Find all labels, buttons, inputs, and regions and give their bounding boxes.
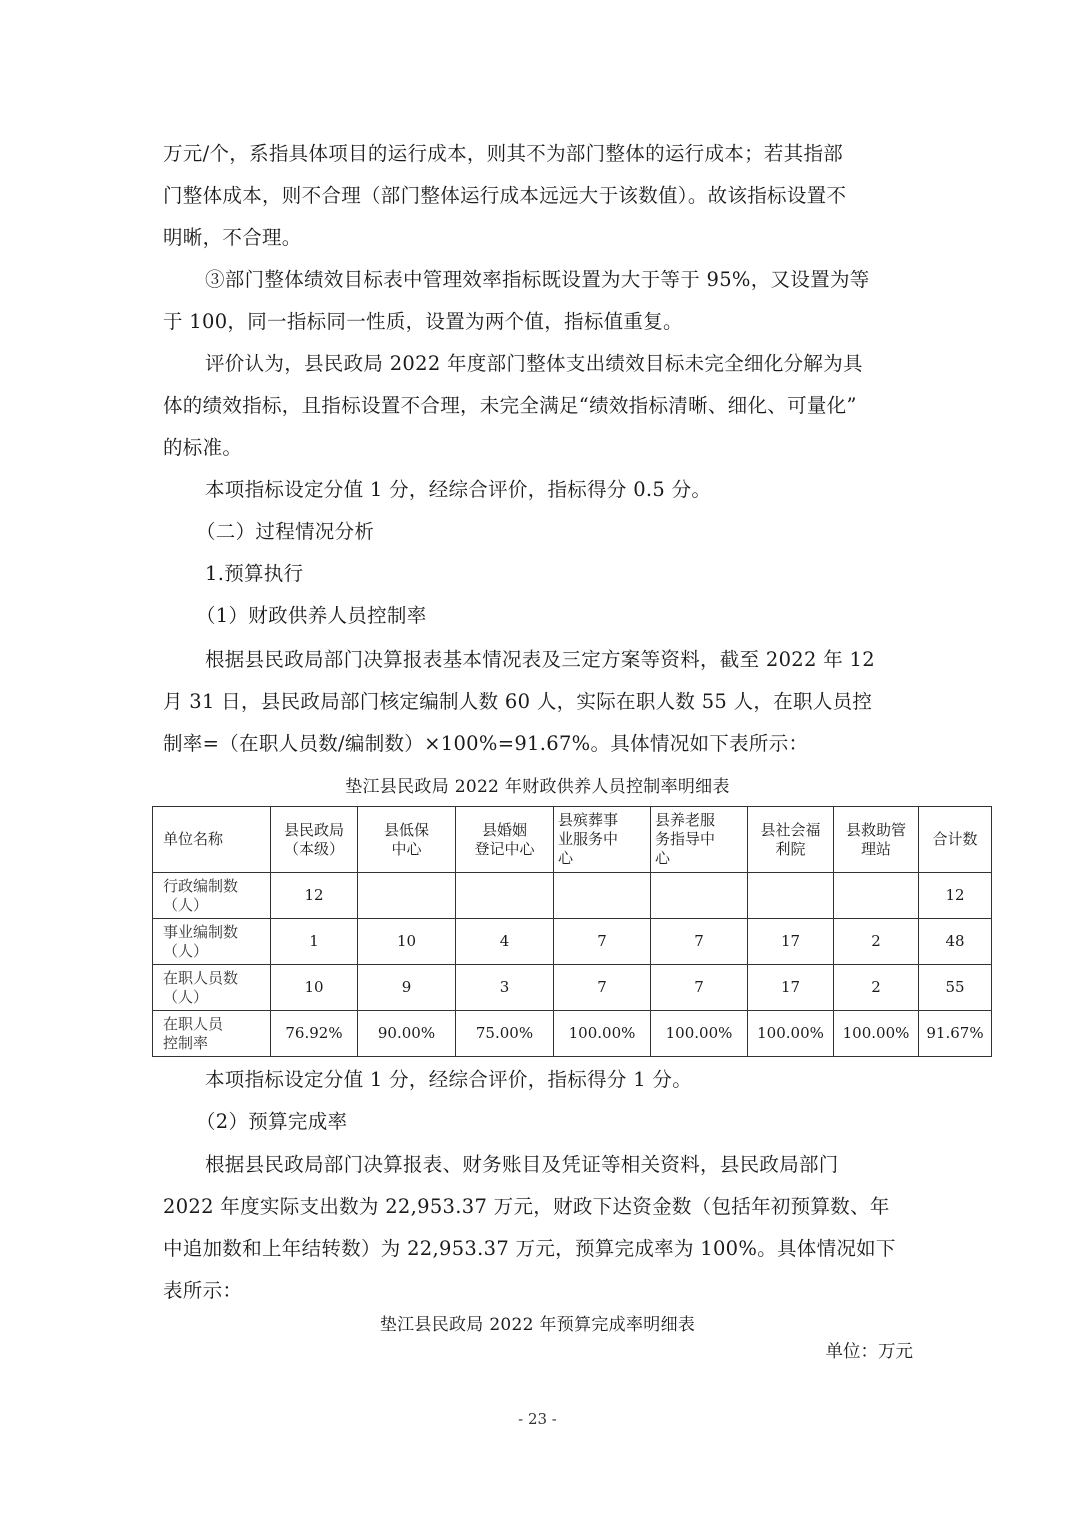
header-cell: 县婚姻 登记中心 [456,807,554,873]
paragraph-line: 门整体成本，则不合理（部门整体运行成本远远大于该数值）。故该指标设置不 [163,184,847,207]
table-cell: 17 [748,965,834,1011]
table-cell: 2 [834,965,919,1011]
paragraph-line: 本项指标设定分值 1 分，经综合评价，指标得分 0.5 分。 [205,478,712,501]
table-row [153,1011,992,1057]
table-cell [651,873,748,919]
paragraph-line: 本项指标设定分值 1 分，经综合评价，指标得分 1 分。 [205,1068,693,1091]
table-cell: 12 [271,873,358,919]
table-cell: 100.00% [834,1011,919,1057]
table-cell: 7 [554,919,651,965]
table-cell: 90.00% [358,1011,456,1057]
page-number: - 23 - [518,1410,557,1428]
row-label: 行政编制数 （人） [153,873,271,919]
paragraph-line: 于 100，同一指标同一性质，设置为两个值，指标值重复。 [163,310,683,333]
table-cell: 48 [919,919,992,965]
paragraph-line: 2022 年度实际支出数为 22,953.37 万元，财政下达资金数（包括年初预算数、年 [163,1195,890,1218]
table-header-row [153,807,992,873]
table-cell [456,873,554,919]
subsection-heading: （1）财政供养人员控制率 [196,604,427,627]
header-cell: 县救助管 理站 [834,807,919,873]
header-cell: 县殡葬事 业服务中 心 [554,807,651,873]
header-cell: 县社会福 利院 [748,807,834,873]
table1-caption: 垫江县民政局 2022 年财政供养人员控制率明细表 [345,777,730,797]
table-cell: 7 [651,965,748,1011]
row-label: 事业编制数 （人） [153,919,271,965]
header-cell: 县低保 中心 [358,807,456,873]
paragraph-line: 中追加数和上年结转数）为 22,953.37 万元，预算完成率为 100%。具体情况如下 [163,1237,896,1260]
paragraph-line: 体的绩效指标，且指标设置不合理，未完全满足“绩效指标清晰、细化、可量化” [163,394,857,417]
subsection-heading: 1.预算执行 [205,562,304,585]
table-cell: 76.92% [271,1011,358,1057]
section-heading: （二）过程情况分析 [196,520,375,543]
paragraph-line: 月 31 日，县民政局部门核定编制人数 60 人，实际在职人数 55 人，在职人员控 [163,690,873,713]
table-cell: 100.00% [748,1011,834,1057]
table-row [153,873,992,919]
paragraph-line: 的标准。 [163,436,243,459]
table-cell: 12 [919,873,992,919]
table-cell: 3 [456,965,554,1011]
table-cell [748,873,834,919]
subsection-heading: （2）预算完成率 [196,1110,348,1133]
table-cell: 100.00% [651,1011,748,1057]
table-cell [554,873,651,919]
table-cell [358,873,456,919]
staffing-control-table [152,806,992,1057]
table-row [153,919,992,965]
header-cell: 县民政局 （本级） [271,807,358,873]
paragraph-line: 根据县民政局部门决算报表基本情况表及三定方案等资料，截至 2022 年 12 [205,648,875,671]
header-cell: 合计数 [919,807,992,873]
row-label: 在职人员数 （人） [153,965,271,1011]
table2-caption: 垫江县民政局 2022 年预算完成率明细表 [379,1315,696,1335]
table-cell: 55 [919,965,992,1011]
table-cell: 7 [651,919,748,965]
header-cell: 县养老服 务指导中 心 [651,807,748,873]
table-cell [834,873,919,919]
paragraph-line: 明晰，不合理。 [163,226,302,249]
table-cell: 10 [271,965,358,1011]
paragraph-line: 制率=（在职人员数/编制数）×100%=91.67%。具体情况如下表所示： [163,732,809,755]
paragraph-line: 表所示： [163,1279,243,1302]
table-cell: 10 [358,919,456,965]
table-cell: 4 [456,919,554,965]
table2-unit: 单位：万元 [825,1342,913,1362]
paragraph-line: ③部门整体绩效目标表中管理效率指标既设置为大于等于 95%，又设置为等 [205,268,870,291]
table-cell: 17 [748,919,834,965]
table-cell: 7 [554,965,651,1011]
row-label: 在职人员 控制率 [153,1011,271,1057]
table-cell: 75.00% [456,1011,554,1057]
table-cell: 2 [834,919,919,965]
table-cell: 1 [271,919,358,965]
paragraph-line: 万元/个，系指具体项目的运行成本，则其不为部门整体的运行成本；若其指部 [163,142,844,165]
paragraph-line: 根据县民政局部门决算报表、财务账目及凭证等相关资料，县民政局部门 [205,1153,839,1176]
header-cell: 单位名称 [153,807,271,873]
paragraph-line: 评价认为，县民政局 2022 年度部门整体支出绩效目标未完全细化分解为具 [205,352,863,375]
table-cell: 91.67% [919,1011,992,1057]
table-cell: 9 [358,965,456,1011]
table-row [153,965,992,1011]
table-cell: 100.00% [554,1011,651,1057]
